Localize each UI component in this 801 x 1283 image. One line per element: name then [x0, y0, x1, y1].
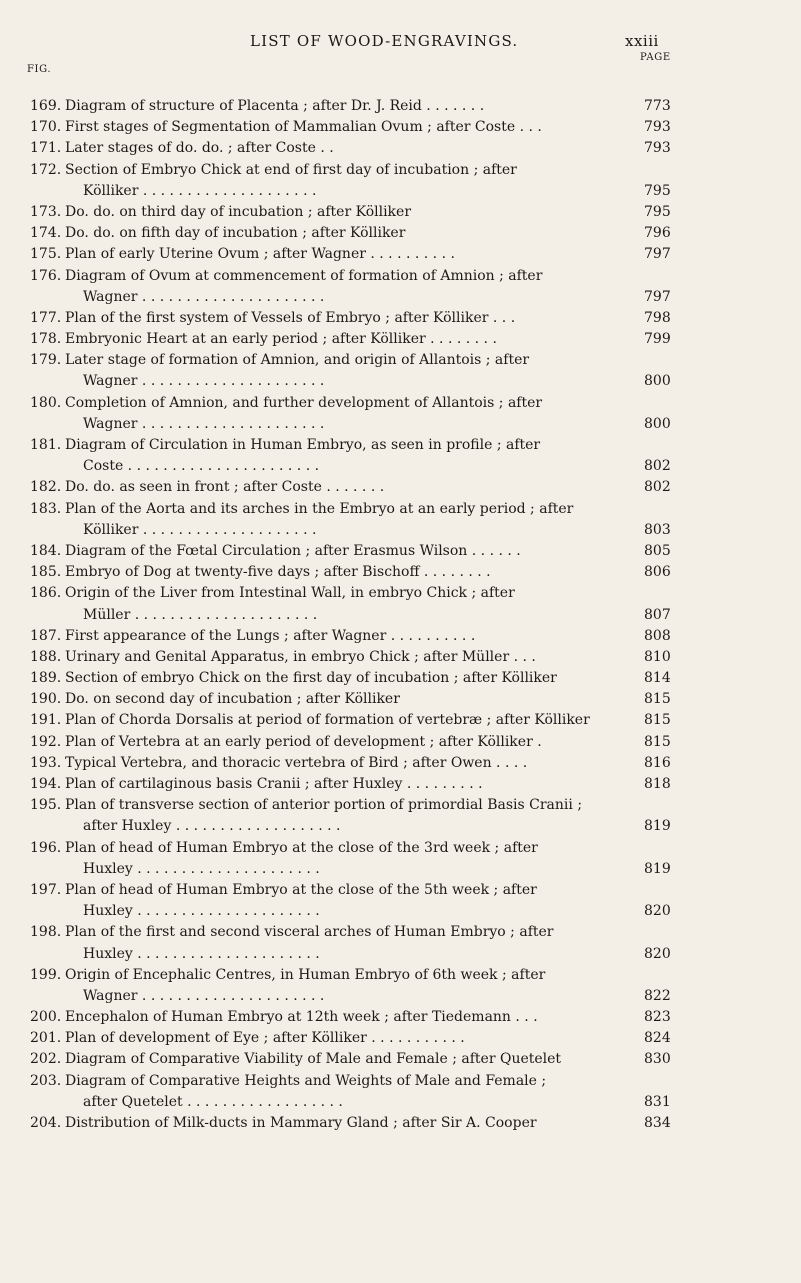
entry-line [0, 1071, 801, 1092]
entry-title-continued: Kölliker . . . . . . . . . . . . . . . . . . . . [83, 521, 317, 538]
entry-page-number: 814 [644, 670, 671, 687]
list-entry [0, 965, 801, 1007]
entry-title: Plan of head of Human Embryo at the close of the 5th week ; after [65, 881, 537, 898]
entry-line [0, 1028, 801, 1049]
entry-line [0, 202, 801, 223]
entry-title-continued: Huxley . . . . . . . . . . . . . . . . . . . . . [83, 945, 320, 962]
figure-number: 175. [30, 246, 62, 263]
figure-number: 177. [30, 309, 62, 326]
entry-title: Plan of the Aorta and its arches in the Embryo at an early period ; after [65, 500, 574, 517]
list-entry [0, 202, 801, 223]
list-entry [0, 626, 801, 647]
entry-title: First appearance of the Lungs ; after Wagner . . . . . . . . . . [65, 627, 476, 644]
entry-title: Plan of transverse section of anterior portion of primordial Basis Cranii ; [65, 797, 583, 814]
list-entry [0, 223, 801, 244]
figure-number: 179. [30, 352, 62, 369]
list-entry [0, 329, 801, 350]
entry-title: Encephalon of Human Embryo at 12th week ; after Tiedemann . . . [65, 1009, 538, 1026]
entry-title: Plan of development of Eye ; after Kölliker . . . . . . . . . . . [65, 1030, 465, 1047]
list-entry [0, 477, 801, 498]
entry-title: Do. do. on third day of incubation ; after Kölliker [65, 203, 412, 220]
entry-line [0, 626, 801, 647]
figure-number: 193. [30, 754, 62, 771]
entry-page-number: 803 [644, 521, 671, 538]
entry-title-continued: Huxley . . . . . . . . . . . . . . . . . . . . . [83, 903, 320, 920]
list-entry [0, 1007, 801, 1028]
list-entry [0, 922, 801, 964]
list-entry [0, 350, 801, 392]
entry-page-number: 805 [644, 542, 671, 559]
entry-title-continued: Coste . . . . . . . . . . . . . . . . . . . . . . [83, 458, 320, 475]
list-entry [0, 1049, 801, 1070]
figure-number: 182. [30, 479, 62, 496]
entry-line [0, 117, 801, 138]
entry-page-number: 810 [644, 648, 671, 665]
figure-number: 192. [30, 733, 62, 750]
list-entry [0, 1113, 801, 1134]
entry-page-number: 807 [644, 606, 671, 623]
list-entry [0, 499, 801, 541]
entry-page-number: 793 [644, 119, 671, 136]
entry-title: Diagram of Comparative Viability of Male and Female ; after Quetelet [65, 1051, 562, 1068]
entry-line [0, 838, 801, 859]
entry-title: Section of embryo Chick on the first day of incubation ; after Kölliker [65, 670, 557, 687]
entry-page-number: 806 [644, 564, 671, 581]
page-column-label: PAGE [640, 52, 671, 63]
figure-number: 202. [30, 1051, 62, 1068]
entry-line [0, 668, 801, 689]
figure-number: 187. [30, 627, 62, 644]
list-entry [0, 753, 801, 774]
figure-number: 186. [30, 585, 62, 602]
entry-title: Later stage of formation of Amnion, and origin of Allantois ; after [65, 352, 530, 369]
list-entry [0, 138, 801, 159]
entry-page-number: 798 [644, 309, 671, 326]
entry-line [0, 774, 801, 795]
entry-title: Do. do. as seen in front ; after Coste . . . . . . . [65, 479, 385, 496]
entry-line [0, 816, 801, 837]
entry-page-number: 773 [644, 98, 671, 114]
entry-line [0, 287, 801, 308]
entry-line [0, 393, 801, 414]
entry-title: Section of Embryo Chick at end of first day of incubation ; after [65, 161, 517, 178]
running-head [0, 32, 801, 58]
entry-page-number: 808 [644, 627, 671, 644]
entry-title-continued: Wagner . . . . . . . . . . . . . . . . . . . . . [83, 415, 325, 432]
entry-line [0, 223, 801, 244]
figure-number: 169. [30, 98, 62, 114]
entry-line [0, 753, 801, 774]
entry-title-continued: after Quetelet . . . . . . . . . . . . . . . . . . [83, 1093, 343, 1110]
figure-number: 196. [30, 839, 62, 856]
entry-page-number: 793 [644, 140, 671, 157]
entry-line [0, 1007, 801, 1028]
entry-title: Embryo of Dog at twenty-five days ; after Bischoff . . . . . . . . [65, 564, 491, 581]
entry-title: First stages of Segmentation of Mammalian Ovum ; after Coste . . . [65, 119, 542, 136]
entry-line [0, 266, 801, 287]
entry-line [0, 1092, 801, 1113]
entry-page-number: 802 [644, 479, 671, 496]
entry-line [0, 859, 801, 880]
entry-title-continued: Müller . . . . . . . . . . . . . . . . . . . . . [83, 606, 318, 623]
fig-column-label: FIG. [27, 64, 52, 75]
list-entry [0, 244, 801, 265]
figure-number: 189. [30, 670, 62, 687]
list-entry [0, 583, 801, 625]
list-entry [0, 1028, 801, 1049]
entry-line [0, 308, 801, 329]
entry-line [0, 562, 801, 583]
figure-number: 197. [30, 881, 62, 898]
entry-title-continued: Huxley . . . . . . . . . . . . . . . . . . . . . [83, 860, 320, 877]
entry-page-number: 816 [644, 754, 671, 771]
entry-page-number: 815 [644, 733, 671, 750]
entry-title: Plan of the first system of Vessels of Embryo ; after Kölliker . . . [65, 309, 516, 326]
entry-title: Origin of the Liver from Intestinal Wall, in embryo Chick ; after [65, 585, 515, 602]
entry-title: Diagram of the Fœtal Circulation ; after Erasmus Wilson . . . . . . [65, 542, 521, 559]
list-entry [0, 838, 801, 880]
entry-title: Plan of cartilaginous basis Cranii ; after Huxley . . . . . . . . . [65, 776, 483, 792]
figure-number: 170. [30, 119, 62, 136]
entry-page-number: 815 [644, 712, 671, 729]
entry-line [0, 244, 801, 265]
list-entry [0, 435, 801, 477]
entry-page-number: 822 [644, 987, 671, 1004]
list-entry [0, 266, 801, 308]
entry-line [0, 583, 801, 604]
entry-page-number: 795 [644, 203, 671, 220]
list-entry [0, 117, 801, 138]
engravings-list [0, 96, 801, 1134]
page-number: xxiii [625, 32, 659, 50]
figure-number: 181. [30, 437, 62, 453]
entry-title: Plan of early Uterine Ovum ; after Wagner . . . . . . . . . . [65, 246, 455, 263]
entry-line [0, 160, 801, 181]
list-entry [0, 795, 801, 837]
figure-number: 200. [30, 1009, 62, 1026]
entry-line [0, 96, 801, 117]
figure-number: 174. [30, 225, 62, 242]
list-entry [0, 647, 801, 668]
entry-page-number: 796 [644, 225, 671, 242]
entry-line [0, 181, 801, 202]
entry-title: Do. do. on fifth day of incubation ; after Kölliker [65, 225, 406, 242]
entry-page-number: 830 [644, 1051, 671, 1068]
entry-page-number: 831 [644, 1093, 671, 1110]
list-entry [0, 160, 801, 202]
entry-page-number: 799 [644, 331, 671, 348]
entry-page-number: 834 [644, 1115, 671, 1131]
entry-page-number: 824 [644, 1030, 671, 1047]
figure-number: 185. [30, 564, 62, 581]
list-entry [0, 880, 801, 922]
entry-title: Do. on second day of incubation ; after Kölliker [65, 691, 400, 708]
list-entry [0, 541, 801, 562]
entry-line [0, 138, 801, 159]
figure-number: 188. [30, 648, 62, 665]
entry-title-continued: Wagner . . . . . . . . . . . . . . . . . . . . . [83, 373, 325, 390]
entry-title: Diagram of structure of Placenta ; after Dr. J. Reid . . . . . . . [65, 98, 485, 114]
entry-line [0, 1113, 801, 1134]
entry-title-continued: Wagner . . . . . . . . . . . . . . . . . . . . . [83, 987, 325, 1004]
entry-title: Later stages of do. do. ; after Coste . . [65, 140, 334, 157]
entry-title: Completion of Amnion, and further development of Allantois ; after [65, 394, 543, 411]
entry-page-number: 818 [644, 776, 671, 792]
entry-line [0, 329, 801, 350]
figure-number: 191. [30, 712, 62, 729]
list-entry [0, 562, 801, 583]
figure-number: 184. [30, 542, 62, 559]
entry-line [0, 647, 801, 668]
entry-line [0, 901, 801, 922]
list-entry [0, 774, 801, 795]
figure-number: 183. [30, 500, 62, 517]
list-entry [0, 96, 801, 117]
figure-number: 171. [30, 140, 62, 157]
entry-title: Plan of the first and second visceral arches of Human Embryo ; after [65, 924, 554, 941]
figure-number: 195. [30, 797, 62, 814]
entry-line [0, 732, 801, 753]
figure-number: 172. [30, 161, 62, 178]
list-entry [0, 308, 801, 329]
entry-line [0, 605, 801, 626]
list-entry [0, 1071, 801, 1113]
figure-number: 198. [30, 924, 62, 941]
entry-page-number: 800 [644, 373, 671, 390]
list-entry [0, 710, 801, 731]
entry-title-continued: Wagner . . . . . . . . . . . . . . . . . . . . . [83, 288, 325, 305]
entry-line [0, 499, 801, 520]
figure-number: 176. [30, 267, 62, 284]
entry-line [0, 541, 801, 562]
entry-line [0, 710, 801, 731]
running-title: LIST OF WOOD-ENGRAVINGS. [250, 32, 519, 50]
entry-title: Plan of head of Human Embryo at the close of the 3rd week ; after [65, 839, 538, 856]
entry-line [0, 880, 801, 901]
entry-line [0, 922, 801, 943]
figure-number: 180. [30, 394, 62, 411]
entry-page-number: 815 [644, 691, 671, 708]
entry-title: Embryonic Heart at an early period ; after Kölliker . . . . . . . . [65, 331, 497, 348]
entry-title: Plan of Vertebra at an early period of development ; after Kölliker . [65, 733, 542, 750]
list-entry [0, 393, 801, 435]
entry-line [0, 477, 801, 498]
entry-title: Diagram of Circulation in Human Embryo, as seen in profile ; after [65, 437, 541, 453]
figure-number: 190. [30, 691, 62, 708]
entry-page-number: 820 [644, 903, 671, 920]
entry-title: Urinary and Genital Apparatus, in embryo Chick ; after Müller . . . [65, 648, 536, 665]
figure-number: 194. [30, 776, 62, 792]
entry-line [0, 435, 801, 456]
entry-line [0, 986, 801, 1007]
entry-title: Typical Vertebra, and thoracic vertebra of Bird ; after Owen . . . . [65, 754, 528, 771]
entry-line [0, 965, 801, 986]
entry-title: Distribution of Milk-ducts in Mammary Gland ; after Sir A. Cooper [65, 1115, 537, 1131]
entry-title: Diagram of Ovum at commencement of formation of Amnion ; after [65, 267, 543, 284]
list-entry [0, 668, 801, 689]
list-entry [0, 689, 801, 710]
entry-page-number: 802 [644, 458, 671, 475]
entry-line [0, 350, 801, 371]
entry-line [0, 795, 801, 816]
entry-line [0, 414, 801, 435]
entry-title: Origin of Encephalic Centres, in Human Embryo of 6th week ; after [65, 966, 546, 983]
entry-page-number: 819 [644, 860, 671, 877]
entry-line [0, 520, 801, 541]
figure-number: 204. [30, 1115, 62, 1131]
figure-number: 173. [30, 203, 62, 220]
entry-page-number: 800 [644, 415, 671, 432]
figure-number: 203. [30, 1072, 62, 1089]
entry-page-number: 795 [644, 182, 671, 199]
entry-line [0, 689, 801, 710]
entry-title: Diagram of Comparative Heights and Weights of Male and Female ; [65, 1072, 547, 1089]
entry-title-continued: after Huxley . . . . . . . . . . . . . . . . . . . [83, 818, 341, 835]
list-entry [0, 732, 801, 753]
entry-line [0, 1049, 801, 1070]
figure-number: 178. [30, 331, 62, 348]
entry-title-continued: Kölliker . . . . . . . . . . . . . . . . . . . . [83, 182, 317, 199]
entry-page-number: 819 [644, 818, 671, 835]
entry-line [0, 944, 801, 965]
figure-number: 199. [30, 966, 62, 983]
entry-page-number: 820 [644, 945, 671, 962]
entry-line [0, 456, 801, 477]
entry-page-number: 823 [644, 1009, 671, 1026]
figure-number: 201. [30, 1030, 62, 1047]
entry-line [0, 371, 801, 392]
entry-page-number: 797 [644, 246, 671, 263]
entry-title: Plan of Chorda Dorsalis at period of formation of vertebræ ; after Kölliker [65, 712, 590, 729]
entry-page-number: 797 [644, 288, 671, 305]
